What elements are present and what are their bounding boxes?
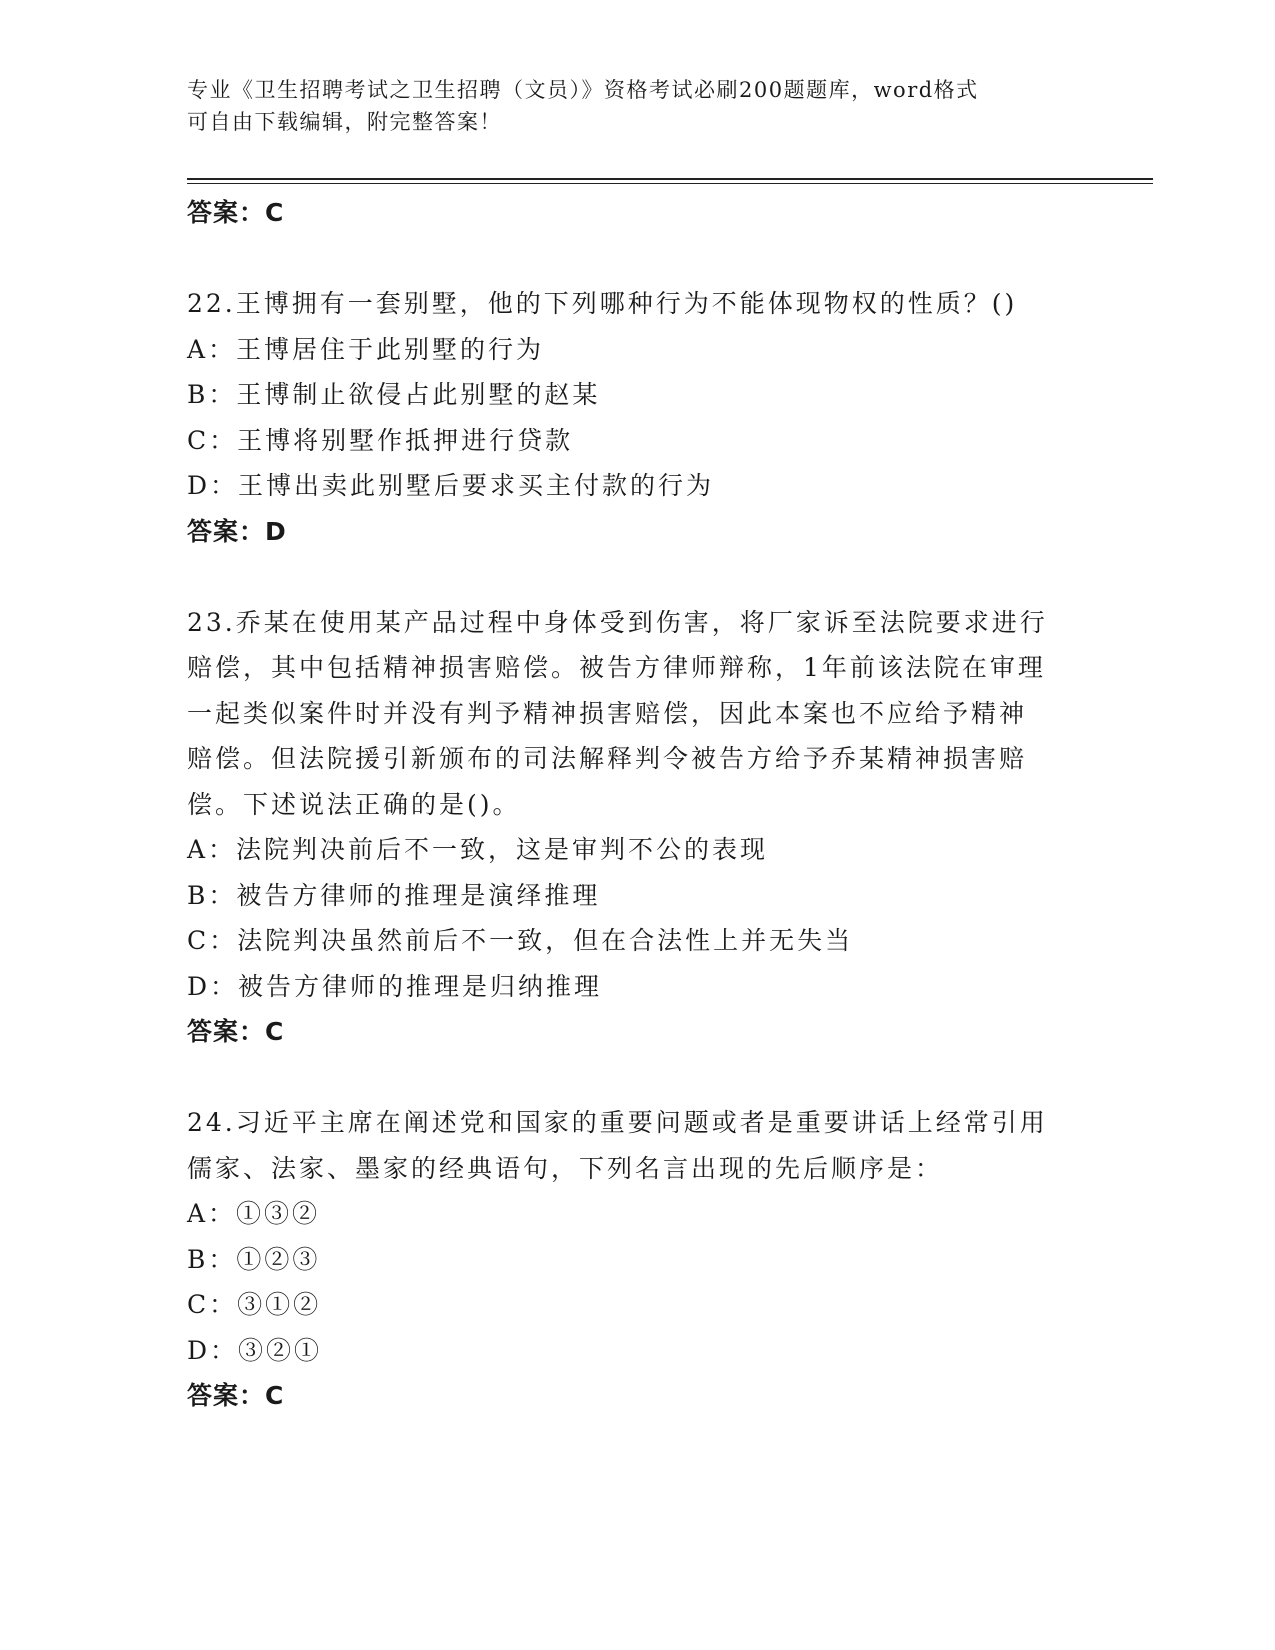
answer-22: 答案：D xyxy=(187,516,287,546)
question-23-text-line-5: 偿。下述说法正确的是()。 xyxy=(187,789,521,819)
question-list xyxy=(187,190,1087,1419)
question-24-option-c: C：③①② xyxy=(187,1290,322,1319)
question-23-text-line-2: 赔偿，其中包括精神损害赔偿。被告方律师辩称，1年前该法院在审理 xyxy=(187,653,1046,682)
question-24-option-a: A：①③② xyxy=(187,1199,321,1228)
answer-21: 答案：C xyxy=(187,198,285,227)
question-22-option-d: D：王博出卖此别墅后要求买主付款的行为 xyxy=(187,471,715,500)
question-22-option-c: C：王博将别墅作抵押进行贷款 xyxy=(187,425,574,455)
question-24-option-b: B：①②③ xyxy=(187,1244,321,1274)
header-line-1: 专业《卫生招聘考试之卫生招聘（文员）》资格考试必刷200题题库，word格式 xyxy=(187,78,979,102)
question-23-option-d: D：被告方律师的推理是归纳推理 xyxy=(187,971,603,1001)
answer-23: 答案：C xyxy=(187,1017,285,1046)
question-24 xyxy=(187,1100,1087,1419)
question-23-text-line-4: 赔偿。但法院援引新颁布的司法解释判令被告方给予乔某精神损害赔 xyxy=(187,744,1028,773)
document-header xyxy=(187,74,1067,138)
question-23-text-line-3: 一起类似案件时并没有判予精神损害赔偿，因此本案也不应给予精神 xyxy=(187,698,1028,728)
answer-24: 答案：C xyxy=(187,1381,285,1410)
question-22-option-a: A：王博居住于此别墅的行为 xyxy=(187,334,545,364)
question-22-option-b: B：王博制止欲侵占此别墅的赵某 xyxy=(187,380,601,409)
question-24-text-line-2: 儒家、法家、墨家的经典语句，下列名言出现的先后顺序是： xyxy=(187,1153,944,1183)
question-23-option-c: C：法院判决虽然前后不一致，但在合法性上并无失当 xyxy=(187,926,854,955)
question-24-option-d: D：③②① xyxy=(187,1335,323,1365)
question-23-option-b: B：被告方律师的推理是演绎推理 xyxy=(187,880,601,910)
question-24-text-line-1: 24.习近平主席在阐述党和国家的重要问题或者是重要讲话上经常引用 xyxy=(187,1108,1048,1137)
header-divider xyxy=(187,178,1153,184)
question-22-text: 22.王博拥有一套别墅，他的下列哪种行为不能体现物权的性质？() xyxy=(187,289,1018,318)
spacer xyxy=(187,236,1087,282)
spacer xyxy=(187,1055,1087,1101)
header-line-2: 可自由下载编辑，附完整答案！ xyxy=(187,110,502,134)
spacer xyxy=(187,554,1087,600)
question-22 xyxy=(187,281,1087,554)
question-23-option-a: A：法院判决前后不一致，这是审判不公的表现 xyxy=(187,835,769,864)
question-23-text-line-1: 23.乔某在使用某产品过程中身体受到伤害，将厂家诉至法院要求进行 xyxy=(187,607,1048,637)
question-23 xyxy=(187,600,1087,1055)
